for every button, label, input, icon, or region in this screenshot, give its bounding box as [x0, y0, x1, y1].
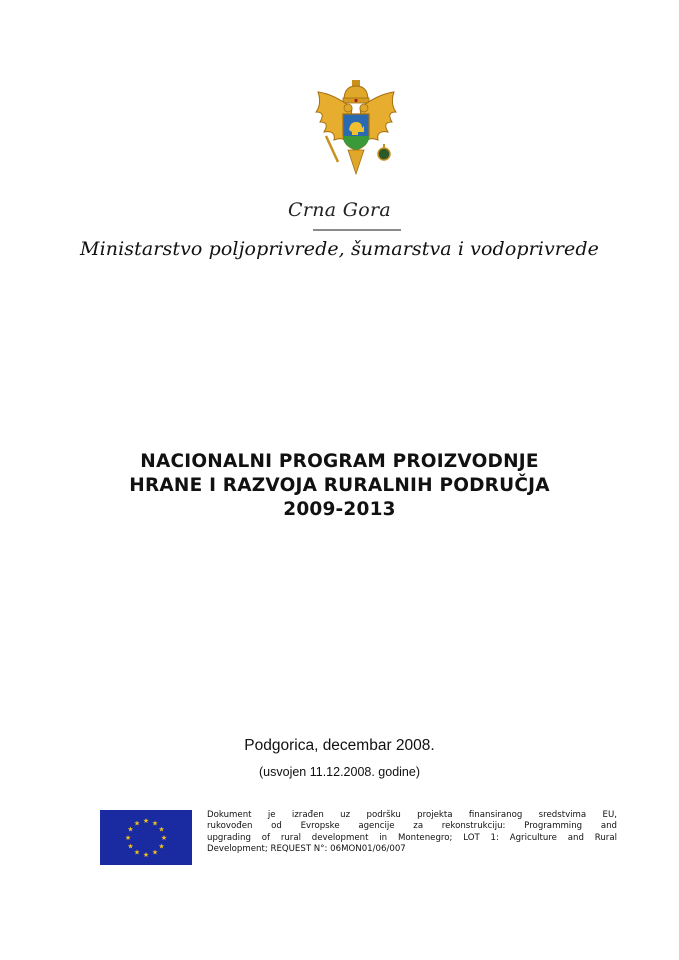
country-name: Crna Gora [288, 199, 391, 221]
ministry-name: Ministarstvo poljoprivrede, šumarstva i vodoprivrede [80, 238, 599, 260]
funding-note-line: Development; REQUEST N°: 06MON01/06/007 [207, 843, 406, 854]
funding-note-line: Dokument je izrađen uz podršku projekta finansiranog sredstvima EU, [207, 810, 617, 820]
svg-text:★: ★ [151, 819, 159, 828]
funding-note-line: upgrading of rural development in Montenegro; LOT 1: Agriculture and Rural [207, 832, 617, 843]
svg-text:★: ★ [133, 819, 141, 828]
funding-note-line: rukovođen od Evropske agencije za rekonstrukciju: Programming and [207, 821, 617, 832]
coat-of-arms-icon [312, 78, 400, 182]
funding-note [207, 810, 617, 855]
svg-text:★: ★ [160, 834, 168, 842]
svg-text:★: ★ [158, 842, 165, 851]
title-line: NACIONALNI PROGRAM PROIZVODNJE [140, 451, 539, 472]
svg-text:★: ★ [158, 825, 165, 834]
place-date: Podgorica, decembar 2008. [244, 737, 435, 754]
svg-text:★: ★ [142, 851, 150, 859]
svg-text:★: ★ [133, 848, 141, 857]
svg-text:★: ★ [127, 825, 134, 834]
svg-text:★: ★ [151, 848, 159, 857]
svg-text:★: ★ [127, 842, 134, 851]
title-line: 2009-2013 [283, 499, 396, 520]
svg-text:★: ★ [124, 834, 132, 842]
adoption-note: (usvojen 11.12.2008. godine) [259, 765, 420, 779]
document-title [0, 450, 679, 522]
eu-flag-icon [100, 810, 192, 865]
svg-text:★: ★ [142, 817, 150, 825]
divider [313, 229, 401, 231]
title-line: HRANE I RAZVOJA RURALNIH PODRUČJA [129, 475, 550, 496]
